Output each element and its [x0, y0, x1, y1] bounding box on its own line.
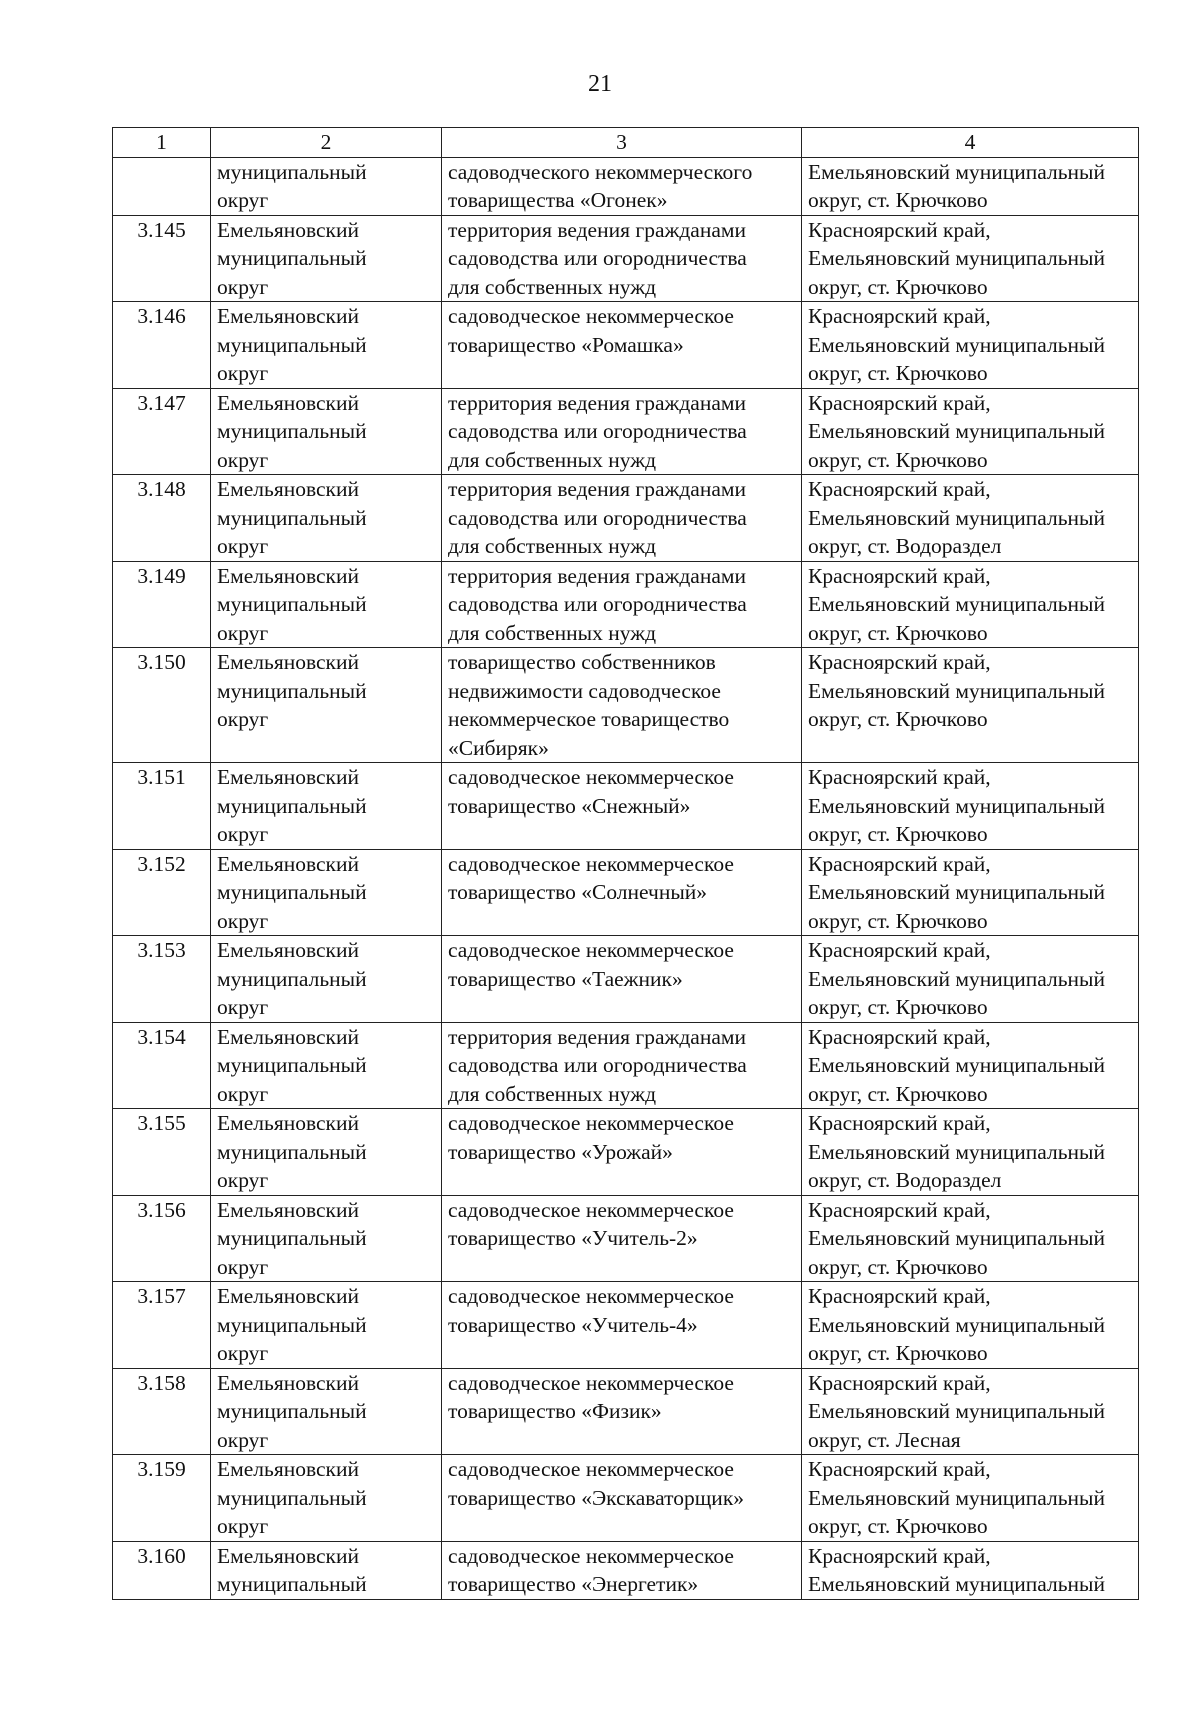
row-number: 3.158 — [113, 1368, 211, 1455]
object-cell: территория ведения гражданами садоводства или огородничества для собственных нужд — [442, 1022, 802, 1109]
district-cell: Емельяновский муниципальный округ — [211, 475, 442, 562]
address-cell: Красноярский край, Емельяновский муниципальный округ, ст. Крючково — [802, 936, 1139, 1023]
object-cell: товарищество собственников недвижимости садоводческое некоммерческое товарищество «Сибиряк» — [442, 648, 802, 763]
address-cell: Красноярский край, Емельяновский муниципальный округ, ст. Водораздел — [802, 475, 1139, 562]
table-row — [113, 215, 1139, 302]
row-number — [113, 157, 211, 215]
address-cell: Красноярский край, Емельяновский муниципальный округ, ст. Лесная — [802, 1368, 1139, 1455]
object-cell: садоводческое некоммерческое товарищество «Учитель-2» — [442, 1195, 802, 1282]
address-cell: Красноярский край, Емельяновский муниципальный округ, ст. Крючково — [802, 763, 1139, 850]
table-row — [113, 1368, 1139, 1455]
row-number: 3.159 — [113, 1455, 211, 1542]
table-row — [113, 1282, 1139, 1369]
table-row — [113, 1109, 1139, 1196]
district-cell: Емельяновский муниципальный округ — [211, 1368, 442, 1455]
object-cell: территория ведения гражданами садоводства или огородничества для собственных нужд — [442, 561, 802, 648]
district-cell: Емельяновский муниципальный округ — [211, 388, 442, 475]
object-cell: садоводческое некоммерческое товарищество «Физик» — [442, 1368, 802, 1455]
table-row — [113, 763, 1139, 850]
table-row — [113, 1022, 1139, 1109]
address-cell: Красноярский край, Емельяновский муниципальный округ, ст. Крючково — [802, 1455, 1139, 1542]
object-cell: садоводческое некоммерческое товарищество «Энергетик» — [442, 1541, 802, 1599]
table-row — [113, 936, 1139, 1023]
address-cell: Красноярский край, Емельяновский муниципальный округ, ст. Крючково — [802, 648, 1139, 763]
address-cell: Красноярский край, Емельяновский муниципальный округ, ст. Крючково — [802, 388, 1139, 475]
address-cell: Красноярский край, Емельяновский муниципальный округ, ст. Водораздел — [802, 1109, 1139, 1196]
district-cell: Емельяновский муниципальный округ — [211, 1282, 442, 1369]
table-row — [113, 648, 1139, 763]
address-cell: Красноярский край, Емельяновский муниципальный округ, ст. Крючково — [802, 561, 1139, 648]
table-row — [113, 475, 1139, 562]
row-number: 3.149 — [113, 561, 211, 648]
district-cell: Емельяновский муниципальный округ — [211, 215, 442, 302]
row-number: 3.153 — [113, 936, 211, 1023]
object-cell: садоводческое некоммерческое товарищество «Экскаваторщик» — [442, 1455, 802, 1542]
row-number: 3.148 — [113, 475, 211, 562]
object-cell: садоводческое некоммерческое товарищество «Ромашка» — [442, 302, 802, 389]
table-row — [113, 388, 1139, 475]
row-number: 3.146 — [113, 302, 211, 389]
page-number: 21 — [588, 71, 612, 97]
address-cell: Красноярский край, Емельяновский муниципальный округ, ст. Крючково — [802, 849, 1139, 936]
district-cell: Емельяновский муниципальный округ — [211, 849, 442, 936]
address-cell: Красноярский край, Емельяновский муниципальный округ, ст. Крючково — [802, 1282, 1139, 1369]
district-cell: Емельяновский муниципальный округ — [211, 302, 442, 389]
address-cell: Емельяновский муниципальный округ, ст. Крючково — [802, 157, 1139, 215]
row-number: 3.154 — [113, 1022, 211, 1109]
address-cell: Красноярский край, Емельяновский муниципальный округ, ст. Крючково — [802, 215, 1139, 302]
row-number: 3.145 — [113, 215, 211, 302]
district-cell: Емельяновский муниципальный округ — [211, 648, 442, 763]
table-row — [113, 1541, 1139, 1599]
district-cell: муниципальный округ — [211, 157, 442, 215]
object-cell: садоводческое некоммерческое товарищество «Снежный» — [442, 763, 802, 850]
column-header-2: 2 — [211, 128, 442, 158]
table-row — [113, 1195, 1139, 1282]
column-header-1: 1 — [113, 128, 211, 158]
row-number: 3.155 — [113, 1109, 211, 1196]
row-number: 3.157 — [113, 1282, 211, 1369]
object-cell: территория ведения гражданами садоводства или огородничества для собственных нужд — [442, 388, 802, 475]
row-number: 3.152 — [113, 849, 211, 936]
object-cell: территория ведения гражданами садоводства или огородничества для собственных нужд — [442, 215, 802, 302]
district-cell: Емельяновский муниципальный округ — [211, 1195, 442, 1282]
district-cell: Емельяновский муниципальный округ — [211, 1109, 442, 1196]
object-cell: садоводческое некоммерческое товарищество «Урожай» — [442, 1109, 802, 1196]
address-cell: Красноярский край, Емельяновский муниципальный округ, ст. Крючково — [802, 1195, 1139, 1282]
column-header-3: 3 — [442, 128, 802, 158]
row-number: 3.160 — [113, 1541, 211, 1599]
row-number: 3.147 — [113, 388, 211, 475]
address-cell: Красноярский край, Емельяновский муниципальный округ, ст. Крючково — [802, 1022, 1139, 1109]
row-number: 3.150 — [113, 648, 211, 763]
table-row — [113, 1455, 1139, 1542]
district-cell: Емельяновский муниципальный округ — [211, 936, 442, 1023]
district-cell: Емельяновский муниципальный округ — [211, 763, 442, 850]
object-cell: садоводческое некоммерческое товарищество «Солнечный» — [442, 849, 802, 936]
column-header-4: 4 — [802, 128, 1139, 158]
district-cell: Емельяновский муниципальный округ — [211, 561, 442, 648]
table-row — [113, 561, 1139, 648]
address-cell: Красноярский край, Емельяновский муниципальный округ, ст. Крючково — [802, 302, 1139, 389]
table-row — [113, 157, 1139, 215]
address-cell: Красноярский край, Емельяновский муниципальный — [802, 1541, 1139, 1599]
district-cell: Емельяновский муниципальный — [211, 1541, 442, 1599]
district-cell: Емельяновский муниципальный округ — [211, 1455, 442, 1542]
object-cell: садоводческое некоммерческое товарищество «Учитель-4» — [442, 1282, 802, 1369]
row-number: 3.156 — [113, 1195, 211, 1282]
table-row — [113, 302, 1139, 389]
table-header-row — [113, 128, 1139, 158]
district-cell: Емельяновский муниципальный округ — [211, 1022, 442, 1109]
registry-table — [112, 127, 1139, 1600]
object-cell: садоводческого некоммерческого товарищества «Огонек» — [442, 157, 802, 215]
object-cell: территория ведения гражданами садоводства или огородничества для собственных нужд — [442, 475, 802, 562]
table-row — [113, 849, 1139, 936]
object-cell: садоводческое некоммерческое товарищество «Таежник» — [442, 936, 802, 1023]
row-number: 3.151 — [113, 763, 211, 850]
